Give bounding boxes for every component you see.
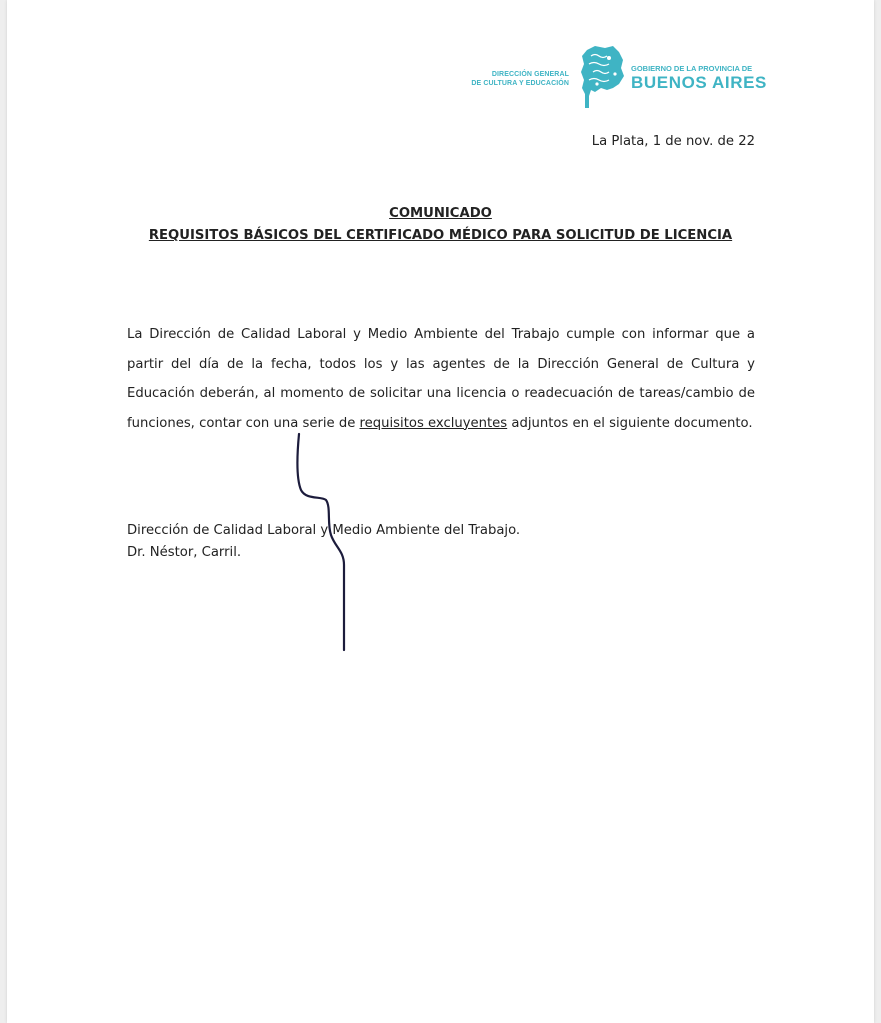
body-paragraph — [127, 320, 755, 438]
requirements-link: requisitos excluyentes — [359, 415, 508, 431]
document-date: La Plata, 1 de nov. de 22 — [591, 134, 755, 149]
dgce-logo-line1: DIRECCIÓN GENERAL — [491, 71, 569, 78]
handwritten-signature — [7, 0, 874, 1023]
dgce-logo-text — [471, 70, 569, 88]
body-text-part1: La Dirección de Calidad Laboral y Medio Ambiente del Trabajo cumple con informar que a partir del día de la fecha, todos los y las agentes de la Dirección General de Cultura y Educación deberán, al momento de solicitar una licencia o readecuación de tareas/cambio de funciones, contar con una serie de — [127, 327, 755, 431]
document-subtitle: REQUISITOS BÁSICOS DEL CERTIFICADO MÉDICO PARA SOLICITUD DE LICENCIA — [148, 228, 733, 243]
pba-logo-line1: GOBIERNO DE LA PROVINCIA DE — [631, 64, 753, 73]
dgce-logo-line2: DE CULTURA Y EDUCACIÓN — [471, 80, 569, 87]
signature-name: Dr. Néstor, Carril. — [127, 545, 242, 560]
buenos-aires-province-map-icon — [579, 44, 625, 110]
document-title: COMUNICADO — [389, 206, 492, 221]
signature-department: Dirección de Calidad Laboral y Medio Ambiente del Trabajo. — [127, 523, 521, 538]
pba-logo-line2: BUENOS AIRES — [631, 73, 767, 92]
document-page — [7, 0, 874, 1023]
pba-logo-text — [631, 64, 767, 92]
body-text-part2: adjuntos en el siguiente documento. — [507, 415, 753, 431]
